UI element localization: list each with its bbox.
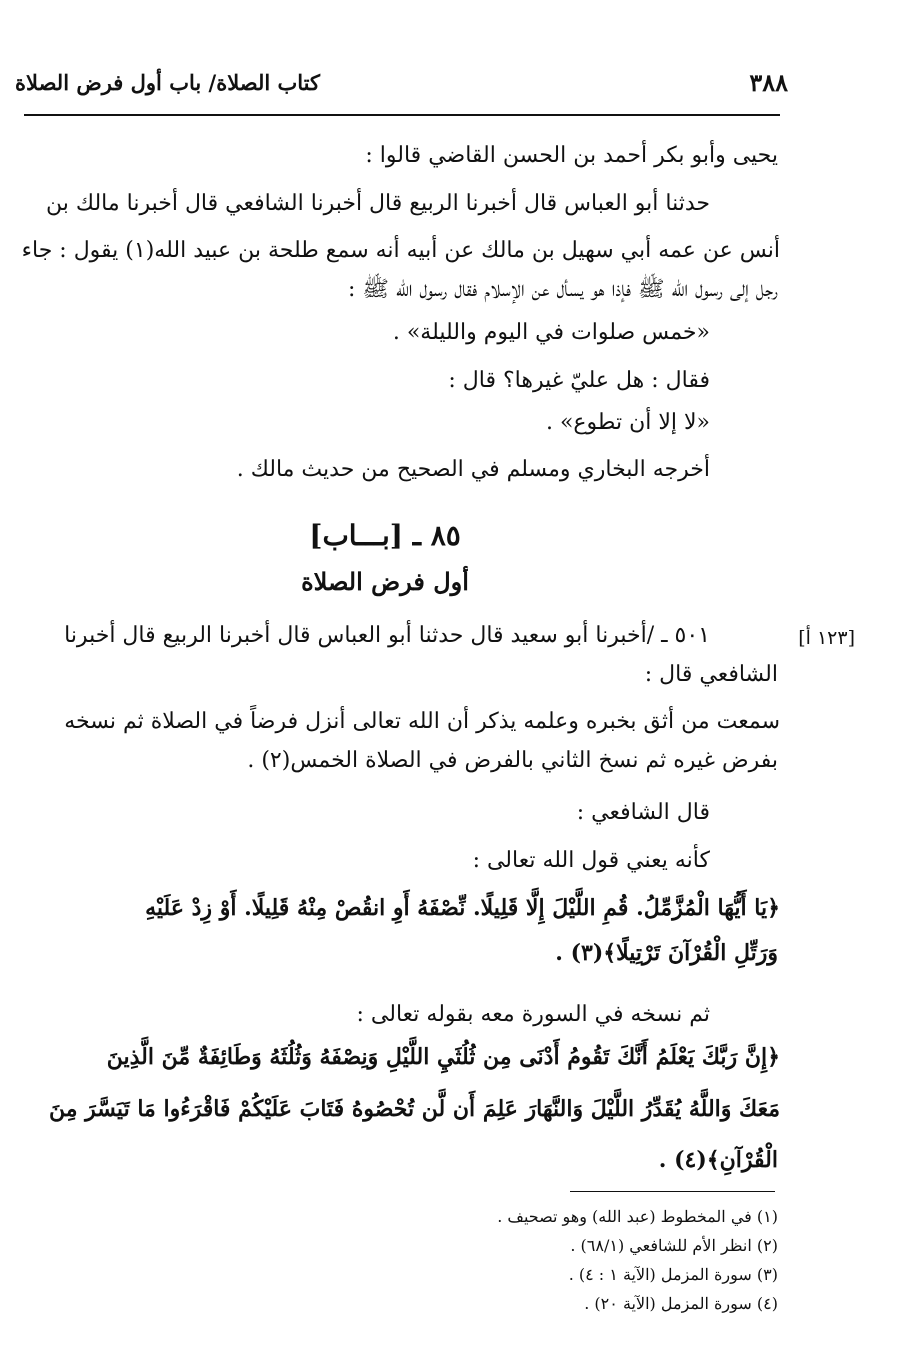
footnote: (٣) سورة المزمل (الآية ١ : ٤) . bbox=[568, 1265, 778, 1284]
hadith-number-line: ٥٠١ ـ /أخبرنا أبو سعيد قال حدثنا أبو العباس قال أخبرنا الربيع قال أخبرنا bbox=[64, 623, 710, 648]
chapter-title: أول فرض الصلاة bbox=[301, 567, 469, 596]
quran-verse-line: وَرَتِّلِ الْقُرْآنَ تَرْتِيلًا﴾(٣) . bbox=[555, 940, 778, 966]
quran-verse-line: ﴿إِنَّ رَبَّكَ يَعْلَمُ أَنَّكَ تَقُومُ أَدْنَى مِن ثُلُثَيِ اللَّيْلِ وَنِصْفَهُ وَثُلُثَهُ وَطَائِفَةٌ مِّنَ الَّذِينَ bbox=[106, 1044, 780, 1070]
body-line: كأنه يعني قول الله تعالى : bbox=[472, 848, 710, 873]
footnote: (١) في المخطوط (عبد الله) وهو تصحيف . bbox=[497, 1207, 778, 1226]
body-line: رجل إلى رسول الله ﷺ فإذا هو يسأل عن الإسلام فقال رسول الله ﷺ : bbox=[348, 277, 778, 302]
body-line: بفرض غيره ثم نسخ الثاني بالفرض في الصلاة الخمس(٢) . bbox=[247, 748, 778, 773]
running-title: كتاب الصلاة/ باب أول فرض الصلاة bbox=[15, 70, 320, 95]
hadith-quote: «لا إلا أن تطوع» . bbox=[545, 410, 710, 435]
chapter-number: ٨٥ ـ [بـــاب] bbox=[309, 519, 461, 552]
page-number: ٣٨٨ bbox=[749, 68, 788, 97]
body-line: قال الشافعي : bbox=[576, 800, 710, 825]
quran-verse-line: مَعَكَ وَاللَّهُ يُقَدِّرُ اللَّيْلَ وَالنَّهَارَ عَلِمَ أَن لَّن تُحْصُوهُ فَتَابَ عَلَيْكُمْ فَاقْرَءُوا مَا تَيَسَّرَ مِنَ bbox=[48, 1096, 780, 1122]
body-line: يحيى وأبو بكر أحمد بن الحسن القاضي قالوا : bbox=[365, 143, 778, 168]
body-line: ثم نسخه في السورة معه بقوله تعالى : bbox=[356, 1002, 710, 1027]
body-line: أنس عن عمه أبي سهيل بن مالك عن أبيه أنه سمع طلحة بن عبيد الله(١) يقول : جاء bbox=[21, 238, 780, 263]
body-line: الشافعي قال : bbox=[644, 662, 778, 687]
body-line: فقال : هل عليّ غيرها؟ قال : bbox=[448, 368, 710, 393]
footnote: (٢) انظر الأم للشافعي (٦٨/١) . bbox=[570, 1236, 778, 1255]
quran-verse-line: ﴿يَا أَيُّهَا الْمُزَّمِّلُ. قُمِ اللَّيْلَ إِلَّا قَلِيلًا. نِّصْفَهُ أَوِ انقُصْ مِنْهُ قَلِيلًا. أَوْ زِدْ عَلَيْهِ bbox=[145, 895, 780, 921]
takhrij-line: أخرجه البخاري ومسلم في الصحيح من حديث مالك . bbox=[236, 457, 710, 482]
body-line: سمعت من أثق بخبره وعلمه يذكر أن الله تعالى أنزل فرضاً في الصلاة ثم نسخه bbox=[64, 709, 780, 734]
hadith-quote: «خمس صلوات في اليوم والليلة» . bbox=[392, 320, 710, 345]
footnote-rule bbox=[570, 1191, 775, 1192]
margin-manuscript-ref: [١٢٣ أ] bbox=[798, 627, 855, 649]
body-line: حدثنا أبو العباس قال أخبرنا الربيع قال أخبرنا الشافعي قال أخبرنا مالك بن bbox=[46, 191, 710, 216]
footnote: (٤) سورة المزمل (الآية ٢٠) . bbox=[584, 1294, 778, 1313]
quran-verse-line: الْقُرْآنِ﴾(٤) . bbox=[658, 1147, 778, 1173]
header-rule bbox=[24, 114, 780, 116]
